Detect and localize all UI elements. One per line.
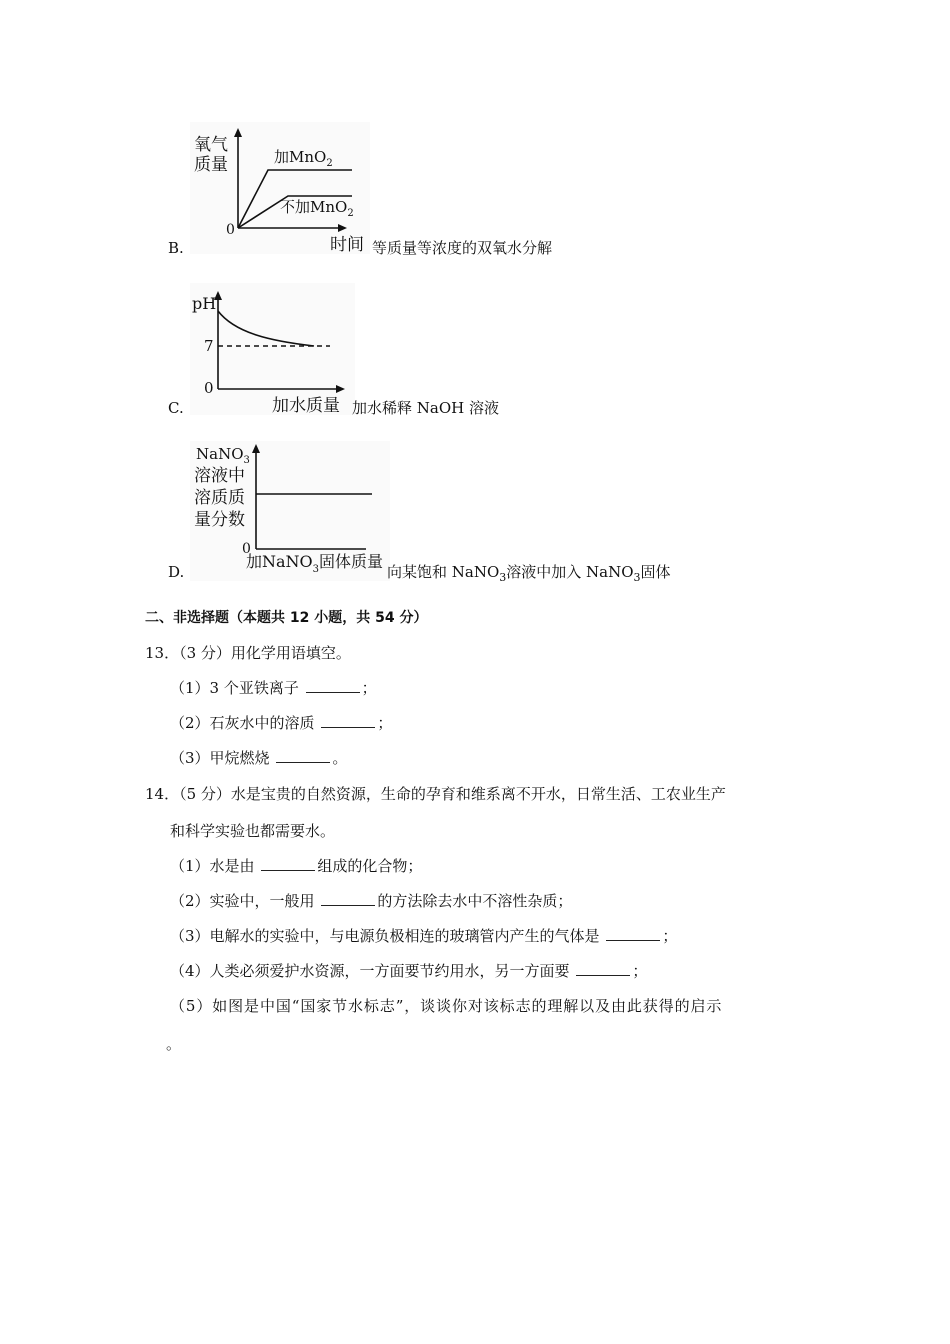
q13-item-1: （1）3 个亚铁离子 ；: [170, 679, 377, 697]
option-c-description: 加水稀释 NaOH 溶液: [352, 399, 499, 417]
y-label-line1: NaNO$_3$: [196, 445, 250, 466]
y-label-line2: 溶液中: [194, 466, 245, 486]
origin-label: 0: [242, 541, 251, 557]
answer-blank[interactable]: [321, 891, 375, 906]
x-label: 时间: [330, 235, 364, 254]
answer-blank[interactable]: [306, 678, 360, 693]
section-heading: 二、非选择题（本题共 12 小题，共 54 分）: [145, 610, 428, 626]
q13-item-2: （2）石灰水中的溶质 ；: [170, 714, 393, 732]
origin-label: 0: [204, 379, 214, 397]
curve1-label: 加MnO$_2$: [274, 148, 333, 169]
q13-item-3: （3）甲烷燃烧 。: [170, 749, 348, 767]
option-b-description: 等质量等浓度的双氧水分解: [372, 239, 553, 257]
answer-blank[interactable]: [576, 961, 630, 976]
option-b-letter: B.: [168, 239, 184, 257]
q14-item-5-line2: 。: [166, 1035, 182, 1053]
origin-label: 0: [226, 222, 235, 238]
q14-item-1: （1）水是由 组成的化合物；: [170, 857, 423, 875]
x-label: 加水质量: [272, 396, 340, 415]
option-d-letter: D.: [168, 563, 185, 581]
q13-stem: 13．（3 分）用化学用语填空。: [145, 644, 351, 662]
oxygen-mass-chart: [190, 122, 370, 254]
tick-7-label: 7: [204, 337, 214, 355]
y-label-line2: 质量: [194, 155, 228, 175]
q14-stem-line1: 14．（5 分）水是宝贵的自然资源，生命的孕育和维系离不开水，日常生活、工农业生产: [145, 785, 726, 803]
curve2-label: 不加MnO$_2$: [280, 198, 354, 219]
ph-dilution-chart: [190, 283, 355, 415]
y-label-line1: 氧气: [194, 135, 228, 155]
q14-item-2: （2）实验中，一般用 的方法除去水中不溶性杂质；: [170, 892, 573, 910]
option-d-description: 向某饱和 NaNO$_3$溶液中加入 NaNO$_3$固体: [387, 563, 671, 584]
option-c-letter: C.: [168, 399, 184, 417]
x-label: 加NaNO$_3$固体质量: [246, 552, 384, 575]
q14-item-5-line1: （5）如图是中国“国家节水标志”，谈谈你对该标志的理解以及由此获得的启示: [170, 997, 723, 1015]
answer-blank[interactable]: [261, 856, 315, 871]
answer-blank[interactable]: [276, 748, 330, 763]
nano3-mass-fraction-chart: [190, 441, 390, 581]
answer-blank[interactable]: [606, 926, 660, 941]
q14-stem-line2: 和科学实验也都需要水。: [170, 822, 336, 840]
y-label: pH: [192, 294, 217, 313]
y-label-line3: 溶质质: [194, 488, 245, 508]
y-label-line4: 量分数: [194, 510, 245, 530]
q14-item-3: （3）电解水的实验中，与电源负极相连的玻璃管内产生的气体是 ；: [170, 927, 678, 945]
q14-item-4: （4）人类必须爱护水资源，一方面要节约用水，另一方面要 ；: [170, 962, 648, 980]
answer-blank[interactable]: [321, 713, 375, 728]
